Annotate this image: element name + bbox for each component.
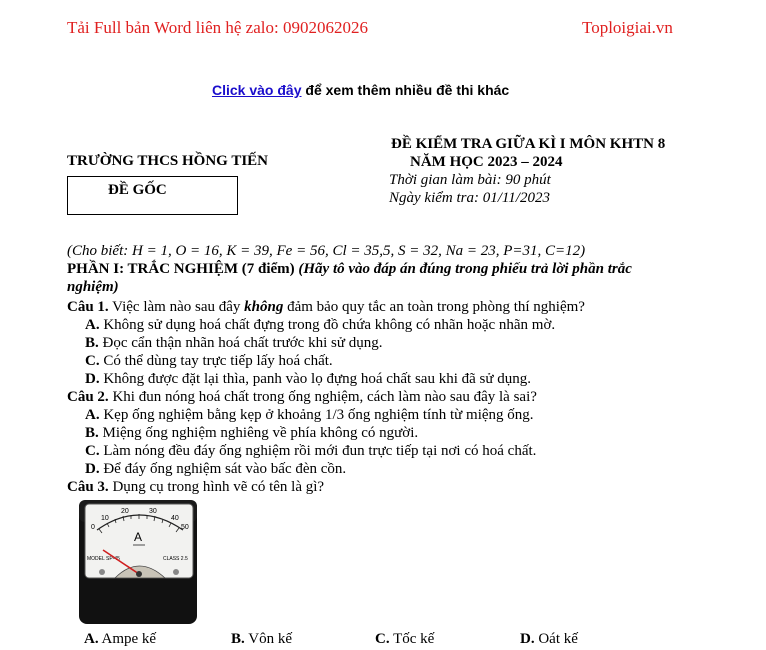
header-site-name: Toploigiai.vn [582, 18, 673, 37]
meter-model-text: MODEL SP-45 [87, 556, 120, 562]
scale-label-30: 30 [149, 508, 157, 515]
question-text: Khi đun nóng hoá chất trong ống nghiệm, cách làm nào sau đây là sai? [108, 389, 537, 405]
school-name: TRƯỜNG THCS HỒNG TIẾN [67, 153, 269, 169]
screw-right [173, 569, 179, 575]
q3-option-b [231, 630, 292, 648]
question-1 [67, 298, 585, 316]
option-letter: B. [231, 631, 245, 647]
part-one-title: PHẦN I: TRẮC NGHIỆM (7 điểm) [67, 261, 295, 277]
option-text: Vôn kế [244, 631, 292, 647]
exam-date: Ngày kiểm tra: 01/11/2023 [389, 190, 550, 206]
question-text: Dụng cụ trong hình vẽ có tên là gì? [108, 479, 325, 495]
option-text: Miệng ống nghiệm nghiêng về phía không có người. [98, 425, 419, 441]
option-text: Oát kế [534, 631, 578, 647]
question-label: Câu 3. [67, 479, 109, 495]
option-letter: A. [84, 631, 99, 647]
option-text: Đọc cẩn thận nhãn hoá chất trước khi sử dụng. [98, 335, 383, 351]
question-label: Câu 2. [67, 389, 109, 405]
option-letter: C. [375, 631, 390, 647]
scale-label-0: 0 [91, 524, 95, 531]
option-text: Không được đặt lại thìa, panh vào lọ đựng hoá chất sau khi đã sử dụng. [99, 371, 531, 387]
exam-school-year: NĂM HỌC 2023 – 2024 [410, 154, 563, 170]
q2-option-d [85, 460, 346, 478]
more-exams-link[interactable]: Click vào đây [212, 82, 302, 98]
q2-option-b [85, 424, 418, 442]
exam-duration: Thời gian làm bài: 90 phút [389, 172, 551, 188]
part-one-instruction: (Hãy tô vào đáp án đúng trong phiếu trả lời phần trắc [298, 261, 632, 277]
q1-option-d [85, 370, 531, 388]
option-letter: B. [85, 425, 99, 441]
q1-option-c [85, 352, 333, 370]
question-emphasis: không [244, 299, 284, 315]
more-exams-rest: để xem thêm nhiều đề thi khác [301, 82, 510, 98]
question-3 [67, 478, 324, 496]
q1-option-a [85, 316, 555, 334]
option-letter: A. [85, 407, 100, 423]
needle-pivot [136, 571, 142, 577]
part-one-heading [67, 261, 632, 278]
more-exams-line [212, 82, 509, 98]
q1-option-b [85, 334, 382, 352]
option-text: Không sử dụng hoá chất đựng trong đồ chứa không có nhãn hoặc nhãn mờ. [99, 317, 556, 333]
option-letter: B. [85, 335, 99, 351]
q3-option-d [520, 630, 578, 648]
scale-label-10: 10 [101, 515, 109, 522]
meter-class-text: CLASS 2.5 [163, 556, 188, 562]
atomic-masses-note: (Cho biết: H = 1, O = 16, K = 39, Fe = 56, Cl = 35,5, S = 32, Na = 23, P=31, C=12) [67, 243, 586, 259]
option-text: Ampe kế [98, 631, 157, 647]
unit-symbol: A [134, 530, 143, 544]
question-text: Việc làm nào sau đây [108, 299, 245, 315]
screw-left [99, 569, 105, 575]
scale-label-20: 20 [121, 508, 129, 515]
question-label: Câu 1. [67, 299, 109, 315]
part-one-instruction-cont: nghiệm) [67, 279, 119, 295]
q2-option-a [85, 406, 534, 424]
option-letter: D. [85, 371, 100, 387]
option-letter: C. [85, 443, 100, 459]
question-2 [67, 388, 537, 406]
option-text: Để đáy ống nghiệm sát vào bấc đèn cồn. [99, 461, 347, 477]
exam-title: ĐỀ KIỂM TRA GIỮA KÌ I MÔN KHTN 8 [391, 136, 666, 152]
header-contact-text: Tải Full bản Word liên hệ zalo: 0902062026 [67, 18, 368, 37]
q3-option-c [375, 630, 434, 648]
option-letter: D. [85, 461, 100, 477]
scale-label-40: 40 [171, 515, 179, 522]
q2-option-c [85, 442, 536, 460]
option-text: Có thể dùng tay trực tiếp lấy hoá chất. [99, 353, 333, 369]
option-text: Làm nóng đều đáy ống nghiệm rồi mới đun trực tiếp tại nơi có hoá chất. [99, 443, 537, 459]
question-text: đảm bảo quy tắc an toàn trong phòng thí nghiệm? [283, 299, 585, 315]
option-text: Kẹp ống nghiệm bằng kẹp ở khoảng 1/3 ống nghiệm tính từ miệng ống. [99, 407, 534, 423]
option-text: Tốc kế [389, 631, 435, 647]
option-letter: A. [85, 317, 100, 333]
option-letter: C. [85, 353, 100, 369]
q3-option-a [84, 630, 156, 648]
scale-label-50: 50 [181, 524, 189, 531]
exam-code-label: ĐỀ GỐC [108, 182, 167, 198]
ammeter-image [75, 498, 200, 626]
option-letter: D. [520, 631, 535, 647]
